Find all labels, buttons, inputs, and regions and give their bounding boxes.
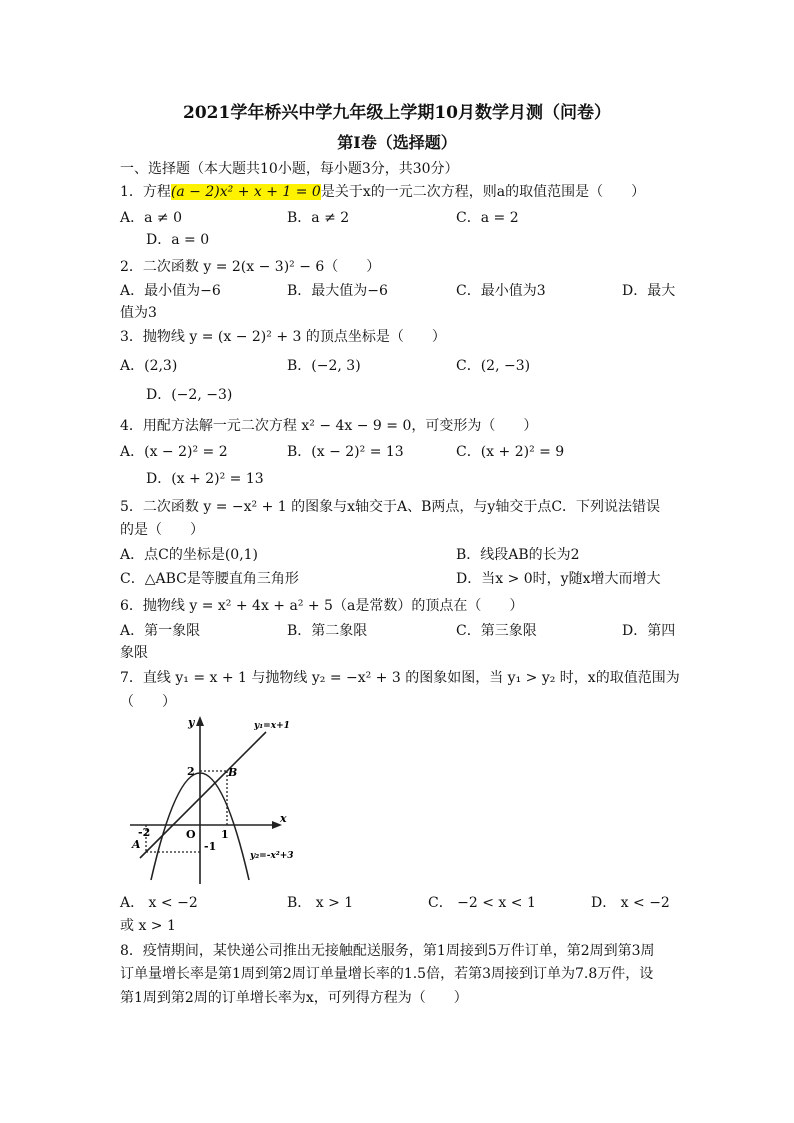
q1-option-d: D．a = 0 <box>146 232 210 248</box>
q6-option-a: A．第一象限 <box>120 623 201 639</box>
graph-tick-neg2: -2 <box>138 826 151 839</box>
question-2-stem: 2．二次函数 y = 2(x − 3)² − 6（ ） <box>120 259 381 275</box>
graph-point-b-label: B <box>228 766 238 779</box>
question-4-stem: 4．用配方法解一元二次方程 x² − 4x − 9 = 0，可变形为（ ） <box>120 418 538 434</box>
question-7-stem-wrap: （ ） <box>120 694 176 710</box>
q6-option-d-wrap: 象限 <box>120 645 148 661</box>
question-7-stem: 7．直线 y₁ = x + 1 与抛物线 y₂ = −x² + 3 的图象如图，当 y₁ > y₂ 时，x的取值范围为 <box>120 670 680 686</box>
graph-tick-neg1: -1 <box>204 840 217 853</box>
graph-tick-1: 1 <box>221 828 229 841</box>
q3-option-b: B．(−2, 3) <box>287 358 361 374</box>
q7-function-graph <box>126 712 296 887</box>
q5-option-d: D．当x > 0时，y随x增大而增大 <box>456 571 661 587</box>
q2-option-c: C．最小值为3 <box>456 283 546 299</box>
q7-option-d: D． x < −2 <box>591 895 670 911</box>
q1-option-b: B．a ≠ 2 <box>287 210 350 226</box>
q2-option-b: B．最大值为−6 <box>287 283 388 299</box>
graph-origin-label: O <box>186 828 196 841</box>
graph-line-label: y₁=x+1 <box>254 721 290 731</box>
exam-subtitle: 第Ⅰ卷（选择题） <box>337 133 457 152</box>
q3-option-d: D．(−2, −3) <box>146 387 233 403</box>
q1-suffix: 是关于x的一元二次方程，则a的取值范围是（ ） <box>320 184 646 200</box>
graph-point-a-label: A <box>132 838 141 851</box>
q3-option-c: C．(2, −3) <box>456 358 531 374</box>
graph-straight-line <box>140 732 266 858</box>
q4-option-a: A．(x − 2)² = 2 <box>120 444 228 460</box>
q2-option-d: D．最大 <box>622 283 676 299</box>
q5-option-c: C．△ABC是等腰直角三角形 <box>120 571 299 587</box>
question-8-line-1: 8．疫情期间，某快递公司推出无接触配送服务，第1周接到5万件订单，第2周到第3周 <box>120 943 655 959</box>
q7-option-b: B． x > 1 <box>287 895 354 911</box>
question-5-stem: 5．二次函数 y = −x² + 1 的图象与x轴交于A、B两点，与y轴交于点C．下列说法错误 <box>120 499 661 515</box>
question-5-stem-wrap: 的是（ ） <box>120 522 204 538</box>
q7-option-a: A． x < −2 <box>120 895 198 911</box>
q4-option-c: C．(x + 2)² = 9 <box>456 444 565 460</box>
q1-option-c: C．a = 2 <box>456 210 519 226</box>
q7-option-d-wrap: 或 x > 1 <box>120 918 176 934</box>
q2-option-d-wrap: 值为3 <box>120 305 157 321</box>
q6-option-d: D．第四 <box>622 623 676 639</box>
q7-option-c: C． −2 < x < 1 <box>428 895 536 911</box>
question-3-stem: 3．抛物线 y = (x − 2)² + 3 的顶点坐标是（ ） <box>120 329 446 345</box>
q6-option-c: C．第三象限 <box>456 623 537 639</box>
q6-option-b: B．第二象限 <box>287 623 368 639</box>
graph-tick-2: 2 <box>187 765 195 778</box>
section-heading: 一、选择题（本大题共10小题，每小题3分，共30分） <box>120 161 459 177</box>
graph-y-axis-label: y <box>188 716 195 729</box>
q1-prefix: 1．方程 <box>120 184 171 200</box>
q4-option-b: B．(x − 2)² = 13 <box>287 444 404 460</box>
q5-option-a: A．点C的坐标是(0,1) <box>120 547 259 563</box>
question-6-stem: 6．抛物线 y = x² + 4x + a² + 5（a是常数）的顶点在（ ） <box>120 598 524 614</box>
q4-option-d: D．(x + 2)² = 13 <box>146 471 264 487</box>
graph-y-arrow-icon <box>196 716 204 726</box>
q1-option-a: A．a ≠ 0 <box>120 210 182 226</box>
q5-option-b: B．线段AB的长为2 <box>456 547 580 563</box>
graph-parabola-label: y₂=-x²+3 <box>250 851 294 861</box>
q3-option-a: A．(2,3) <box>120 358 178 374</box>
question-8-line-2: 订单量增长率是第1周到第2周订单量增长率的1.5倍，若第3周接到订单为7.8万件，设 <box>120 966 654 982</box>
graph-x-axis-label: x <box>280 812 287 825</box>
question-1-stem <box>120 183 645 201</box>
q2-option-a: A．最小值为−6 <box>120 283 221 299</box>
question-8-line-3: 第1周到第2周的订单增长率为x，可列得方程为（ ） <box>120 990 468 1006</box>
q1-highlighted-equation: (a − 2)x² + x + 1 = 0 <box>170 184 321 200</box>
exam-title: 2021学年桥兴中学九年级上学期10月数学月测（问卷） <box>183 103 611 123</box>
